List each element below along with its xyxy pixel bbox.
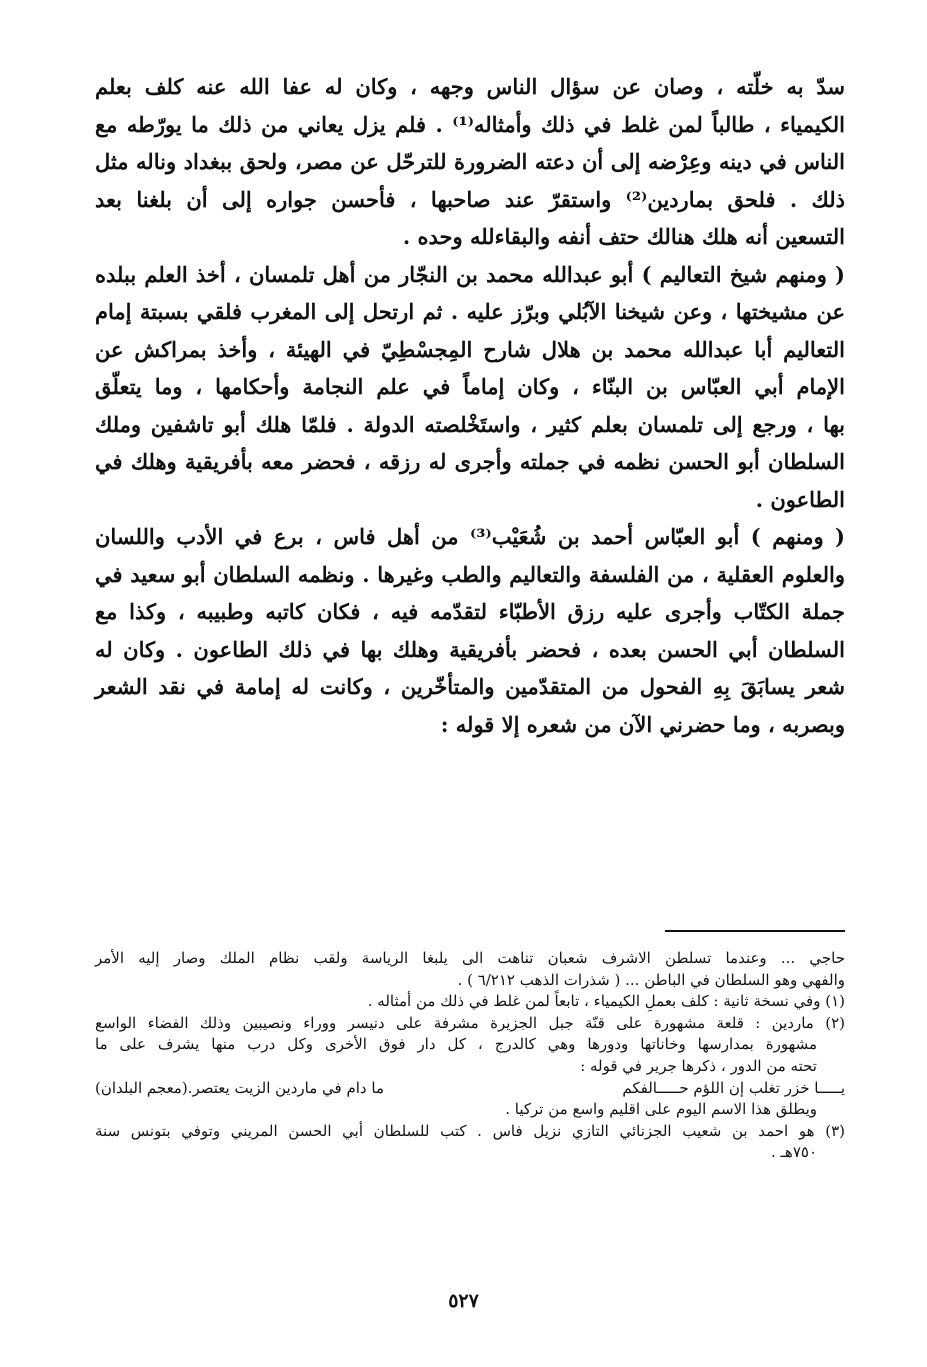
footnote-separator	[665, 930, 845, 932]
main-line: جملة الكتّاب وأجرى عليه رزق الأطبّاء لتقدّمه فيه ، فكان كاتبه وطبيبه ، وكذا مع	[95, 599, 845, 624]
footnote-3-line: ٧٥٠هـ .	[770, 1143, 817, 1162]
footnotes-block	[95, 948, 845, 1164]
page-number: ٥٢٧	[448, 1290, 479, 1312]
verse-first-hemistich: يـــــا خزر تغلب إن اللؤم حـــــالفكم	[622, 1078, 845, 1097]
footnote-1: (١) وفي نسخة ثانية : كلف بعملِ الكيمياء ، تابعاً لمن غلط في ذلك من أمثاله .	[367, 992, 845, 1011]
footnote-2-line: تحته من الدور ، ذكرها جرير في قوله :	[580, 1056, 817, 1075]
main-line: سدّ به خلّته ، وصان عن سؤال الناس وجهه ، وكان له عفا الله عنه كلف بعلم	[95, 74, 845, 99]
main-line: الإمام أبي العبّاس بن البنّاء ، وكان إماماً في علم النجامة وأحكامها ، وما يتعلّق	[95, 374, 845, 399]
main-line: شعر يسابَقَ بِهِ الفحول من المتقدّمين والمتأخّرين ، وكانت له إمامة في نقد الشعر	[95, 674, 845, 699]
main-line: السلطان أبي الحسن بعده ، فحضر بأفريقية وهلك بها في ذلك الطاعون . وكان له	[95, 636, 845, 662]
footnote-2-verse	[95, 1078, 845, 1100]
main-line: وبصربه ، وما حضرني الآن من شعره إلا قوله :	[440, 711, 845, 737]
footnote-continuation: حاجي ... وعندما تسلطن الاشرف شعبان تناهت الى يلبغا الرياسة ولقب نظام الملك وصار إليه الأمر	[95, 949, 845, 967]
main-line: بها ، ورجع إلى تلمسان بعلم كثير ، واستَخْلصته الدولة . فلمّا هلك أبو تاشفين وملك	[95, 411, 845, 437]
footnote-2: (٢) ماردين : قلعة مشهورة على قنّة جبل الجزيرة مشرفة على دنيسر ووراء ونصيبين وذلك الفضاء الواسع	[95, 1013, 845, 1032]
footnote-2-line: ويطلق هذا الاسم اليوم على اقليم واسع من تركيا .	[505, 1100, 817, 1119]
main-line: التعاليم أبا عبدالله محمد بن هلال شارح المِجسْطِيّ في الهيئة ، وأخذ بمراكش عن	[95, 336, 845, 362]
main-line: التسعين أنه هلك هنالك حتف أنفه والبقاءلله وحده .	[402, 224, 845, 249]
main-line: الناس في دينه وعِرْضه إلى أن دعته الضرورة للترحّل عن مصر، ولحق ببغداد وناله مثل	[95, 149, 845, 174]
main-line: ( ومنهم ) أبو العبّاس أحمد بن شُعَيْب⁽³⁾ من أهل فاس ، برع في الأدب واللسان	[95, 524, 845, 549]
main-line: الكيمياء ، طالباً لمن غلط في ذلك وأمثاله⁽¹⁾ . فلم يزل يعاني من ذلك ما يورّطه مع	[95, 111, 845, 137]
footnote-3: (٣) هو احمد بن شعيب الجزنائي التازي نزيل فاس . كتب للسلطان أبي الحسن المريني وتوفي بتونس سنة	[95, 1121, 845, 1140]
verse-second-hemistich: ما دام في ماردين الزيت يعتصر.(معجم البلدان)	[95, 1078, 384, 1097]
main-line: الطاعون .	[755, 486, 845, 512]
footnote-2-line: مشهورة بمدارسها وخاناتها ودورها وهي كالدرج ، كل دار فوق الأخرى وكل درب منها يشرف على ما	[95, 1035, 817, 1054]
main-line: والعلوم العقلية ، من الفلسفة والتعاليم والطب وغيرها . ونظمه السلطان أبو سعيد في	[95, 561, 845, 587]
main-line: ذلك . فلحق بماردين⁽²⁾ واستقرّ عند صاحبها ، فأحسن جواره إلى أن بلغنا بعد	[95, 186, 845, 212]
main-text-block	[95, 68, 845, 743]
main-line: ( ومنهم شيخ التعاليم ) أبو عبدالله محمد بن النجّار من أهل تلمسان ، أخذ العلم ببلده	[95, 261, 845, 287]
main-paragraphs	[95, 68, 845, 743]
main-line: عن مشيختها ، وعن شيخنا الآبُلي وبرّز عليه . ثم ارتحل إلى المغرب فلقي بسبتة إمام	[95, 299, 845, 324]
main-line: السلطان أبو الحسن نظمه في جملته وأجرى له رزقه ، فحضر معه بأفريقية وهلك في	[95, 449, 845, 474]
footnote-continuation: والفهي وهو السلطان في الباطن ... ( شذرات الذهب ٦/٢١٢ ) .	[457, 970, 845, 989]
